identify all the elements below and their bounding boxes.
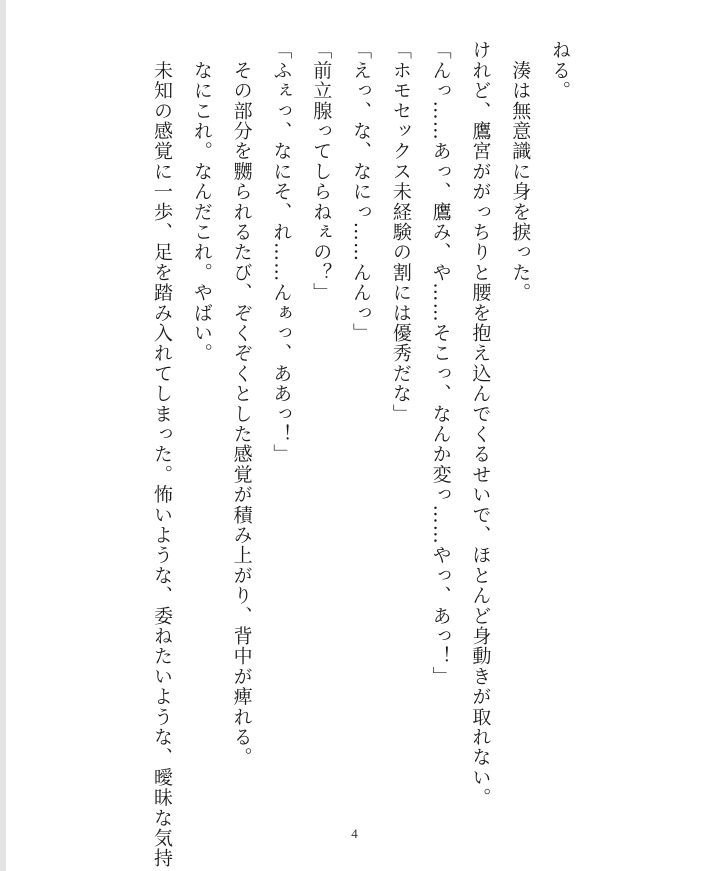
text-line: 「えっ、な、なにっ……んんっ」 bbox=[350, 40, 373, 343]
text-line: 湊は無意識に身を捩った。 bbox=[509, 40, 532, 303]
text-line: けれど、鷹宮ががっちりと腰を抱え込んでくるせいで、ほとんど身動きが取れない。 bbox=[469, 40, 492, 808]
text-line: 「ふぇっ、なにそ、れ……んぁっ、ああっ！」 bbox=[270, 40, 293, 465]
text-line: なにこれ。なんだこれ。やばい。 bbox=[190, 40, 213, 364]
text-line: その部分を嬲られるたび、ぞくぞくとした感覚が積み上がり、背中が痺れる。 bbox=[230, 40, 253, 768]
text-line: ねる。 bbox=[549, 40, 571, 101]
vertical-text-body bbox=[141, 40, 579, 869]
page-number: 4 bbox=[351, 826, 358, 841]
text-line: 未知の感覚に一歩、足を踏み入れてしまった。怖いような、委ねたいような、曖昧な気持 bbox=[151, 40, 174, 869]
text-line: 「んっ……あっ、鷹み、や……そこっ、なんか変っ……やっ、あっ！」 bbox=[429, 40, 452, 687]
book-page bbox=[6, 0, 703, 871]
text-line: 「前立腺ってしらねぇの？」 bbox=[310, 40, 333, 303]
text-line: 「ホモセックス未経験の割には優秀だな」 bbox=[389, 40, 412, 424]
